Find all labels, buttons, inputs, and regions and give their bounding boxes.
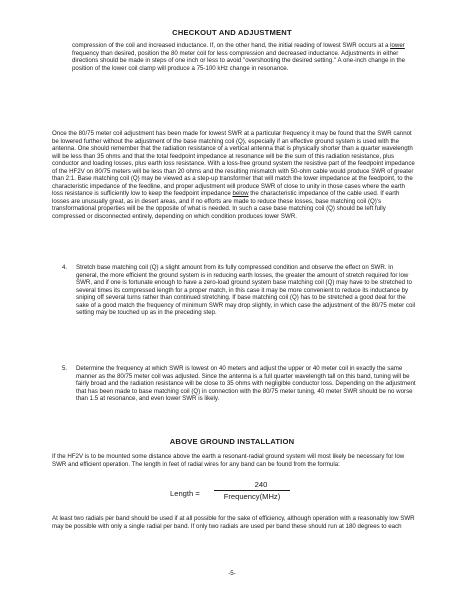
paragraph-above-ground: If the HF2V is to be mounted some distance above the earth a resonant-radial ground system will most likely be necessary for low SWR and efficient operation. The length in feet of radial wires for any band can be found from the formula: (52, 453, 405, 468)
step-4-number: 4. (62, 264, 68, 271)
paragraph-coil-compression (72, 42, 414, 72)
formula-numerator: 240 (254, 480, 268, 489)
paragraph-coil-compression-text-1: compression of the coil and increased inductance. If, on the other hand, the initial reading of lowest SWR occurs at a (72, 42, 391, 49)
underlined-lower: lower (390, 42, 405, 49)
heading-above-ground-installation: ABOVE GROUND INSTALLATION (169, 437, 295, 446)
step-5-text: Determine the frequency at which SWR is lowest on 40 meters and adjust the upper or 40 meter coil in exactly the same manner as the 80/75 meter coil was adjusted. Since the antenna is a full quarter wavelength tall on this band, tuning will be fairly broad and the radiation resistance will be close to 35 ohms with negligible conductor loss. Depending on the adjustment that has been made to base matching coil (Q) in connection with the 80/75 meter tuning, 40 meter SWR should be no worse than 1.5 at resonance, and even lower SWR is likely. (76, 365, 416, 403)
paragraph-coil-compression-text-2: frequency than desired, position the 80 meter coil for less compression and decreased inductance. Adjustments in either directions should be made in steps of one inch or less to avoid "overshooting the desired setting." A one-inch change in the position of the lower coil clamp will produce a 75-100 kHz change in resonance. (72, 49, 406, 72)
paragraph-base-matching-text-2: the characteristic impedance of the cable used. If earth losses are unusually great, as in desert areas, and if no efforts are made to reduce these losses, base matching coil (Q)'s transformational properties will be the opposite of what is needed. In such a case base matching coil (Q) should be left fully compressed or disconnected entirely, depending on which condition produces lower SWR. (52, 190, 400, 221)
paragraph-radials: At least two radials per band should be used if at all possible for the sake of efficiency, although operation with a reasonably low SWR may be possible with only a single radial per band. If only two radials are used per band these should run at 180 degrees to each (52, 515, 415, 530)
step-5-number: 5. (62, 365, 68, 372)
formula-lhs: Length = (170, 489, 200, 498)
paragraph-base-matching-coil (52, 130, 416, 221)
radial-length-formula (170, 480, 310, 506)
heading-checkout-adjustment: CHECKOUT AND ADJUSTMENT (172, 28, 292, 37)
step-4-text: Stretch base matching coil (Q) a slight amount from its fully compressed condition and observe the effect on SWR. In general, the more efficient the ground system is in reducing earth losses, the greater the amount of stretch required for low SWR, and if one is fortunate enough to have a zero-load ground system base matching coil (Q) may have to be stretched to several times its compressed length for a proper match, in this case it may be more convenient to reduce its inductance by sniping off several turns rather than continued stretching. If base matching coil (Q) has to be stretched a good deal for the sake of a good match the frequency of minimum SWR may drop slightly, in which case the adjustment of the 80/75 meter coil setting may be touched up as in the preceding step. (76, 264, 416, 317)
underlined-below: below (232, 190, 249, 198)
fraction-bar (214, 490, 290, 491)
page-number: -5- (228, 570, 236, 577)
formula-denominator: Frequency(MHz) (223, 492, 281, 501)
paragraph-base-matching-text-1: Once the 80/75 meter coil adjustment has been made for lowest SWR at a particular frequency it may be found that the SWR cannot be lowered further without the adjustment of the base matching coil (Q), especially if an effective ground system is used with the antenna. One should remember that the radiation resistance of a vertical antenna that is physically shorter than a quarter wavelength will be less than 35 ohms and that the total feedpoint impedance at resonance will be the sum of this radiation resistance, plus conductor and loading losses, plus earth loss resistance. With a loss-free ground system the resistive part of the feedpoint impedance of the HF2V on 80/75 meters will be less than 20 ohms and the resulting mismatch with 50-ohm cable would produce SWR of greater than 2:1. Base matching coil (Q) may be viewed as a step-up transformer that will match the lower impedance at the feedpoint, to the characteristic impedance of the feedline, and proper adjustment will produce SWR of close to unity in those cases where the earth loss resistance is sufficiently low to keep the feedpoint impedance (52, 130, 415, 198)
